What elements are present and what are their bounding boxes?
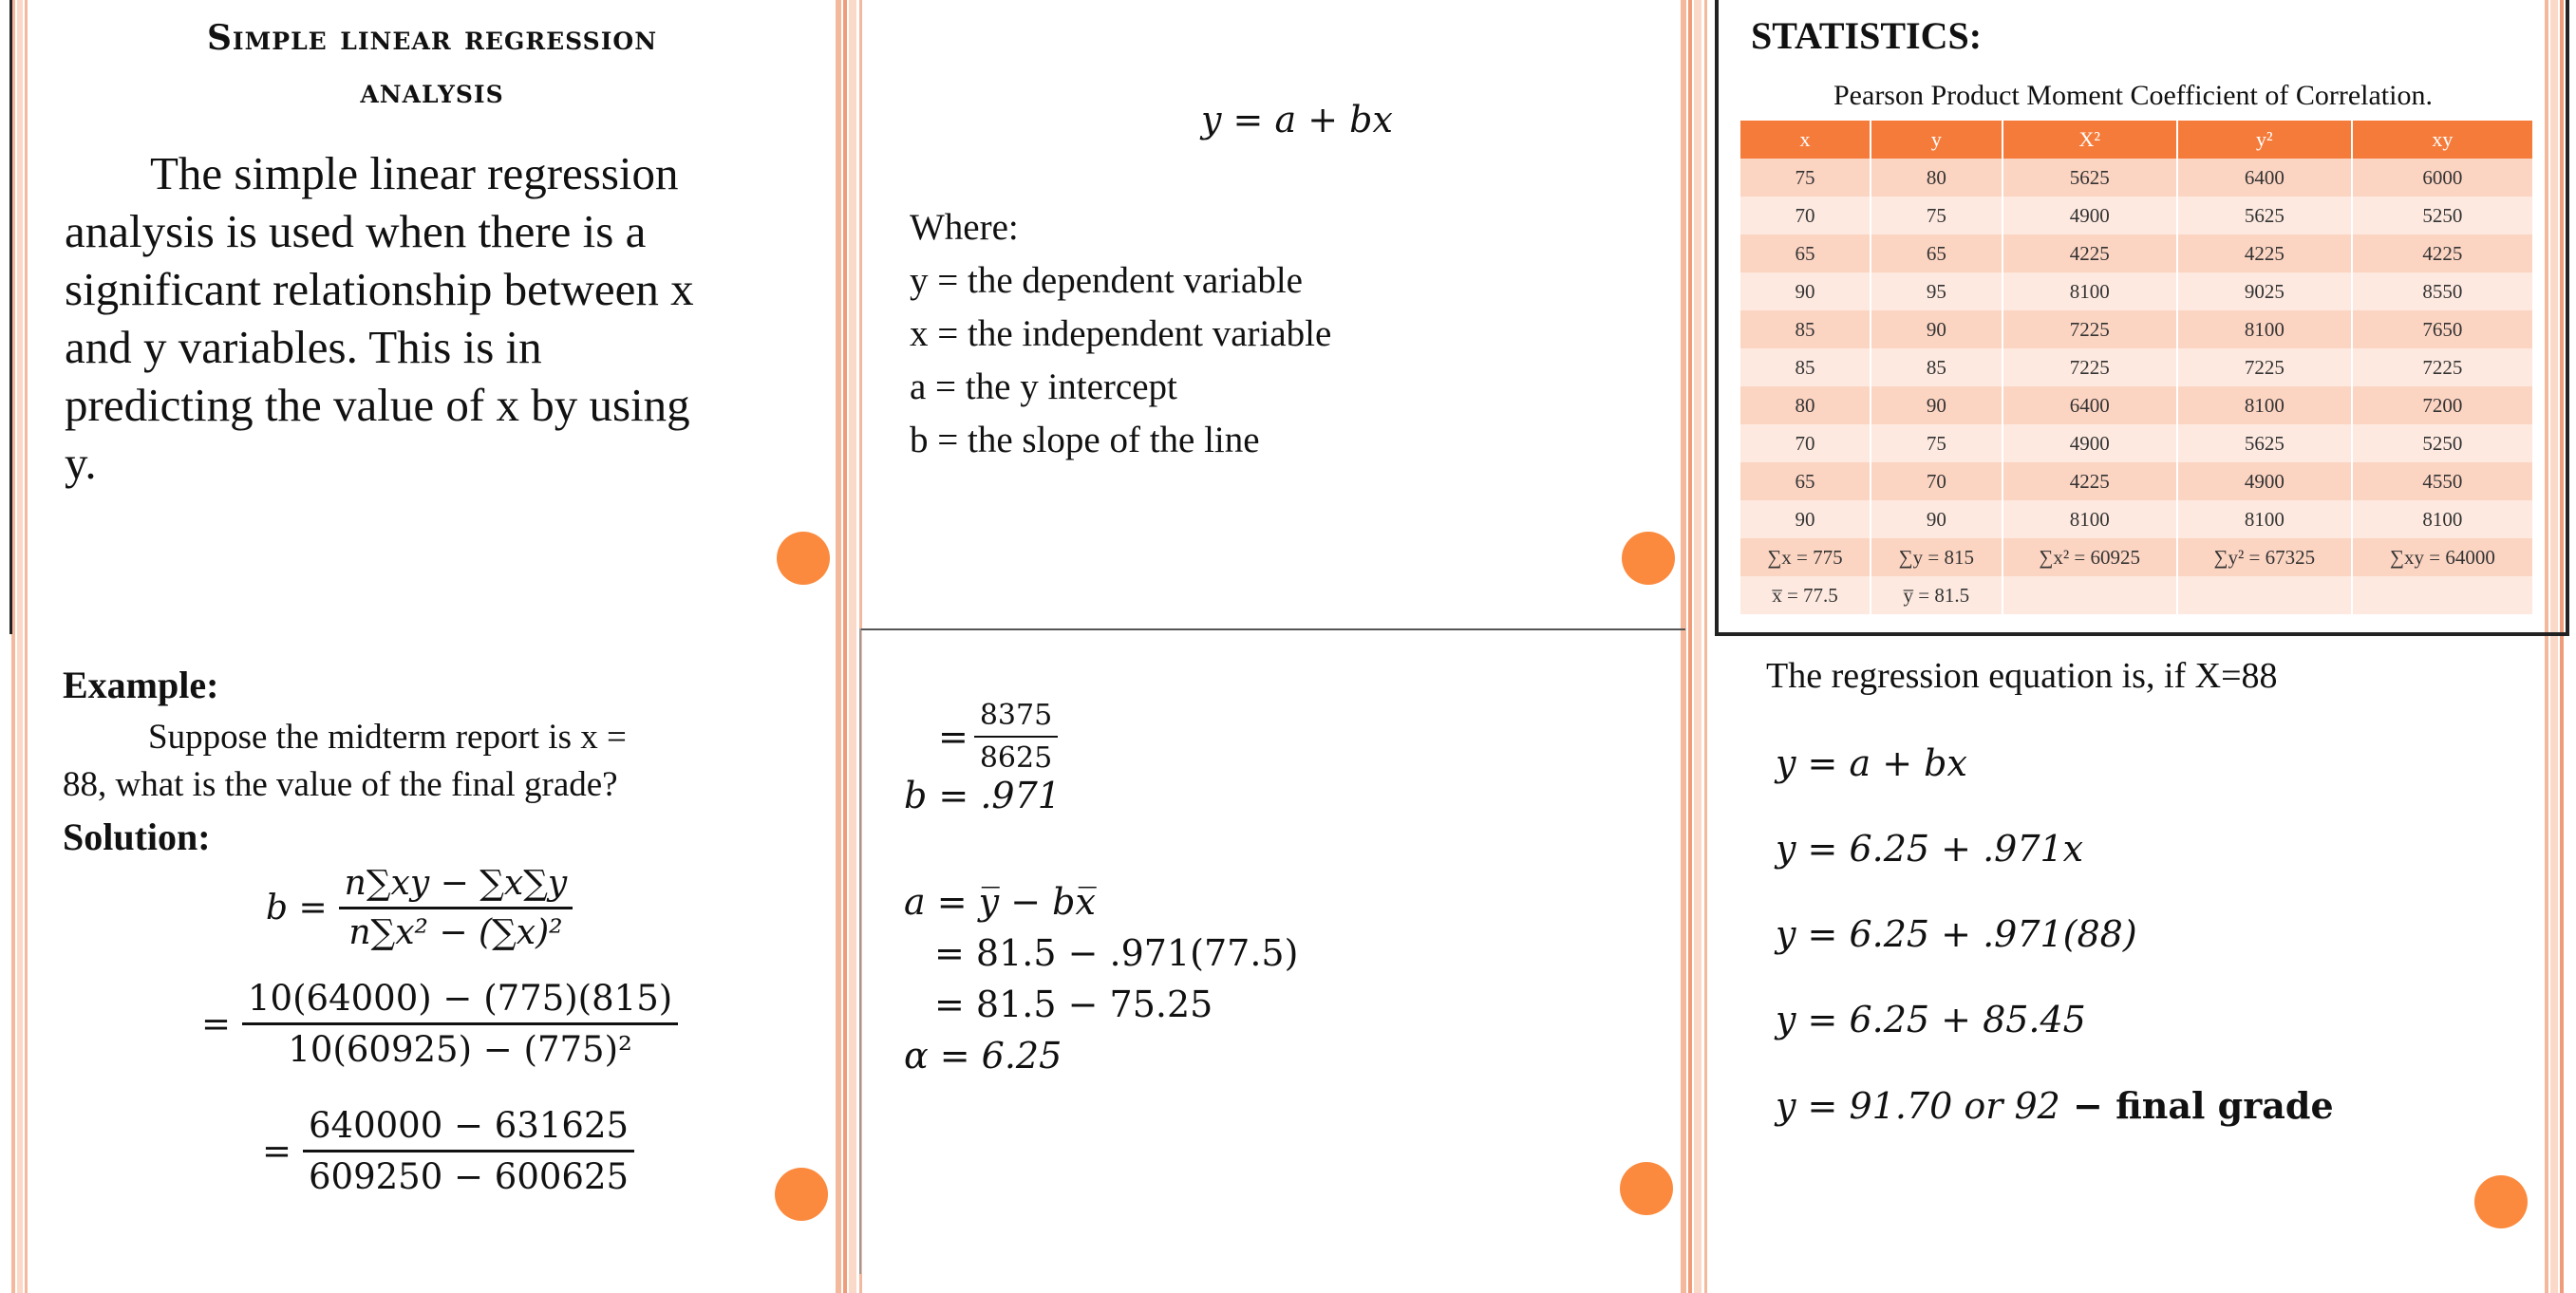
column-header: y²	[2177, 121, 2352, 159]
table-cell: 75	[1871, 197, 2003, 234]
table-cell	[2003, 576, 2177, 614]
orange-bullet-icon	[777, 532, 830, 585]
a-formula: a = y̅ − bx̅	[904, 881, 1096, 923]
table-cell: 7225	[2003, 310, 2177, 348]
divider-stripe	[1704, 0, 1707, 1293]
slide-6	[1766, 655, 2526, 1263]
table-cell: 8100	[2352, 500, 2533, 538]
table-cell: 85	[1740, 348, 1871, 386]
table-row	[1740, 197, 2533, 234]
table-row	[1740, 272, 2533, 310]
table-row	[1740, 462, 2533, 500]
table-cell: ∑xy = 64000	[2352, 538, 2533, 576]
table-cell: 8100	[2177, 500, 2352, 538]
table-cell: 5625	[2177, 424, 2352, 462]
formula-denominator: n∑x² − (∑x)²	[348, 913, 563, 952]
slide-5	[902, 665, 1662, 1253]
table-cell: 80	[1740, 386, 1871, 424]
table-row	[1740, 576, 2533, 614]
table-cell: ∑x² = 60925	[2003, 538, 2177, 576]
regression-intro: The regression equation is, if X=88	[1766, 656, 2278, 696]
column-header: X²	[2003, 121, 2177, 159]
solution-label: Solution:	[63, 815, 211, 858]
table-cell: y̅ = 81.5	[1871, 576, 2003, 614]
slide1-title-line2: analysis	[360, 71, 504, 111]
final-equation: y = 91.70 or 92	[1776, 1085, 2060, 1127]
table-cell: 65	[1740, 462, 1871, 500]
table-cell: 70	[1740, 197, 1871, 234]
table-cell: 7650	[2352, 310, 2533, 348]
table-cell: 8100	[2177, 386, 2352, 424]
orange-bullet-icon	[2474, 1175, 2528, 1228]
question-line: Suppose the midterm report is x =	[148, 718, 627, 757]
step2-fraction	[303, 1105, 634, 1197]
statistics-table-body	[1740, 159, 2533, 614]
table-cell: 80	[1871, 159, 2003, 197]
example-label: Example:	[63, 664, 219, 706]
orange-bullet-icon	[1622, 532, 1675, 585]
table-cell: 4225	[2352, 234, 2533, 272]
table-cell	[2177, 576, 2352, 614]
table-cell: 7200	[2352, 386, 2533, 424]
step1-numerator: 10(64000) − (775)(815)	[242, 978, 678, 1025]
divider-stripe	[1694, 0, 1702, 1293]
b-lhs: b =	[266, 889, 328, 928]
slide1-body-line: analysis is used when there is a	[65, 205, 647, 257]
table-cell: 65	[1871, 234, 2003, 272]
question-line: 88, what is the value of the final grade?	[63, 765, 618, 804]
equals-sign: =	[201, 1003, 232, 1044]
b-numerator: 8375	[974, 699, 1058, 738]
table-row	[1740, 538, 2533, 576]
table-cell: 5625	[2177, 197, 2352, 234]
table-cell: 4550	[2352, 462, 2533, 500]
slide1-title	[38, 11, 826, 118]
question-text	[63, 714, 627, 809]
regression-eq-3: y = 6.25 + .971(88)	[1776, 913, 2137, 955]
table-cell: 90	[1871, 310, 2003, 348]
table-cell: 70	[1871, 462, 2003, 500]
slide3-title: STATISTICS:	[1751, 14, 1983, 57]
b-fraction	[974, 699, 1058, 775]
table-cell: 9025	[2177, 272, 2352, 310]
table-cell: 4225	[2003, 462, 2177, 500]
where-label: Where:	[910, 207, 1019, 248]
table-cell: 6400	[2177, 159, 2352, 197]
regression-eq-1: y = a + bx	[1776, 742, 1967, 784]
slide1-body-line: and y variables. This is in	[65, 321, 542, 373]
table-cell: 90	[1871, 386, 2003, 424]
table-cell: 7225	[2177, 348, 2352, 386]
final-grade-label: − final grade	[2059, 1084, 2334, 1127]
table-cell	[2352, 576, 2533, 614]
slide1-body-line: significant relationship between x	[65, 263, 694, 315]
table-row	[1740, 500, 2533, 538]
slide1-body-line: y.	[65, 437, 97, 489]
step1-formula	[201, 978, 678, 1070]
table-cell: 90	[1740, 272, 1871, 310]
divider-stripe	[17, 0, 23, 1293]
slide1-title-line1: Simple linear regression	[206, 18, 658, 58]
table-cell: 5625	[2003, 159, 2177, 197]
column-header: x	[1740, 121, 1871, 159]
definition-line: b = the slope of the line	[910, 420, 1260, 460]
table-cell: x̅ = 77.5	[1740, 576, 1871, 614]
table-cell: 90	[1740, 500, 1871, 538]
table-cell: ∑x = 775	[1740, 538, 1871, 576]
table-cell: 5250	[2352, 424, 2533, 462]
slope-formula	[266, 864, 573, 952]
slide-2	[883, 0, 1681, 627]
step2-formula	[262, 1105, 634, 1197]
slide-4	[63, 655, 832, 1263]
table-cell: 4900	[2177, 462, 2352, 500]
step1-denominator: 10(60925) − (775)²	[288, 1029, 632, 1070]
table-cell: 65	[1740, 234, 1871, 272]
slope-fraction	[339, 864, 573, 952]
divider-stripe	[25, 0, 28, 1293]
a-result: α = 6.25	[904, 1035, 1062, 1077]
table-cell: 75	[1871, 424, 2003, 462]
formula-numerator: n∑xy − ∑x∑y	[339, 864, 573, 909]
slide1-body-line: predicting the value of x by using	[65, 379, 690, 431]
b-fraction-line	[938, 699, 1058, 775]
table-cell: 8100	[2003, 500, 2177, 538]
table-row	[1740, 348, 2533, 386]
table-cell: ∑y = 815	[1871, 538, 2003, 576]
table-cell: 5250	[2352, 197, 2533, 234]
slide3-subtitle: Pearson Product Moment Coefficient of Correlation.	[1833, 80, 2433, 111]
table-cell: 90	[1871, 500, 2003, 538]
regression-eq-4: y = 6.25 + 85.45	[1776, 999, 2086, 1040]
divider-stripe	[1681, 0, 1686, 1293]
table-cell: 7225	[2003, 348, 2177, 386]
table-cell: 7225	[2352, 348, 2533, 386]
equals-sign: =	[262, 1131, 292, 1171]
table-row	[1740, 424, 2533, 462]
table-cell: 4900	[2003, 197, 2177, 234]
table-cell: 4225	[2177, 234, 2352, 272]
slide1-body-line: The simple linear regression	[150, 147, 679, 199]
regression-eq-2: y = 6.25 + .971x	[1776, 828, 2084, 870]
table-row	[1740, 310, 2533, 348]
table-cell: 8550	[2352, 272, 2533, 310]
table-cell: 6000	[2352, 159, 2533, 197]
table-cell: 6400	[2003, 386, 2177, 424]
table-cell: 85	[1871, 348, 2003, 386]
table-row	[1740, 386, 2533, 424]
column-header: xy	[2352, 121, 2533, 159]
slide1-body	[65, 144, 853, 492]
table-cell: 95	[1871, 272, 2003, 310]
table-row	[1740, 159, 2533, 197]
step1-fraction	[242, 978, 678, 1070]
table-row	[1740, 234, 2533, 272]
equals-sign: =	[938, 716, 968, 758]
orange-bullet-icon	[1620, 1162, 1673, 1215]
slide5-top-border	[859, 628, 1685, 630]
table-cell: 8100	[2177, 310, 2352, 348]
definition-line: a = the y intercept	[910, 366, 1177, 407]
column-header: y	[1871, 121, 2003, 159]
table-cell: 85	[1740, 310, 1871, 348]
statistics-table	[1740, 121, 2534, 614]
table-cell: 8100	[2003, 272, 2177, 310]
table-cell: 70	[1740, 424, 1871, 462]
divider-stripe	[1688, 0, 1692, 1293]
a-step2: = 81.5 − 75.25	[934, 984, 1213, 1025]
b-value: b = .971	[904, 775, 1061, 816]
step2-denominator: 609250 − 600625	[309, 1156, 630, 1197]
slide5-left-border	[859, 628, 861, 1274]
table-cell: 4225	[2003, 234, 2177, 272]
definition-line: x = the independent variable	[910, 313, 1332, 354]
b-denominator: 8625	[979, 741, 1053, 775]
orange-bullet-icon	[775, 1168, 828, 1221]
definition-line: y = the dependent variable	[910, 260, 1303, 301]
slide2-definitions	[910, 201, 1331, 467]
slide2-equation: y = a + bx	[1201, 99, 1393, 141]
a-step1: = 81.5 − .971(77.5)	[934, 932, 1299, 974]
table-cell: 75	[1740, 159, 1871, 197]
slide-1	[38, 11, 826, 619]
step2-numerator: 640000 − 631625	[303, 1105, 634, 1152]
slide1-left-border	[9, 0, 12, 634]
table-cell: ∑y² = 67325	[2177, 538, 2352, 576]
regression-eq-5	[1776, 1084, 2334, 1127]
table-cell: 4900	[2003, 424, 2177, 462]
